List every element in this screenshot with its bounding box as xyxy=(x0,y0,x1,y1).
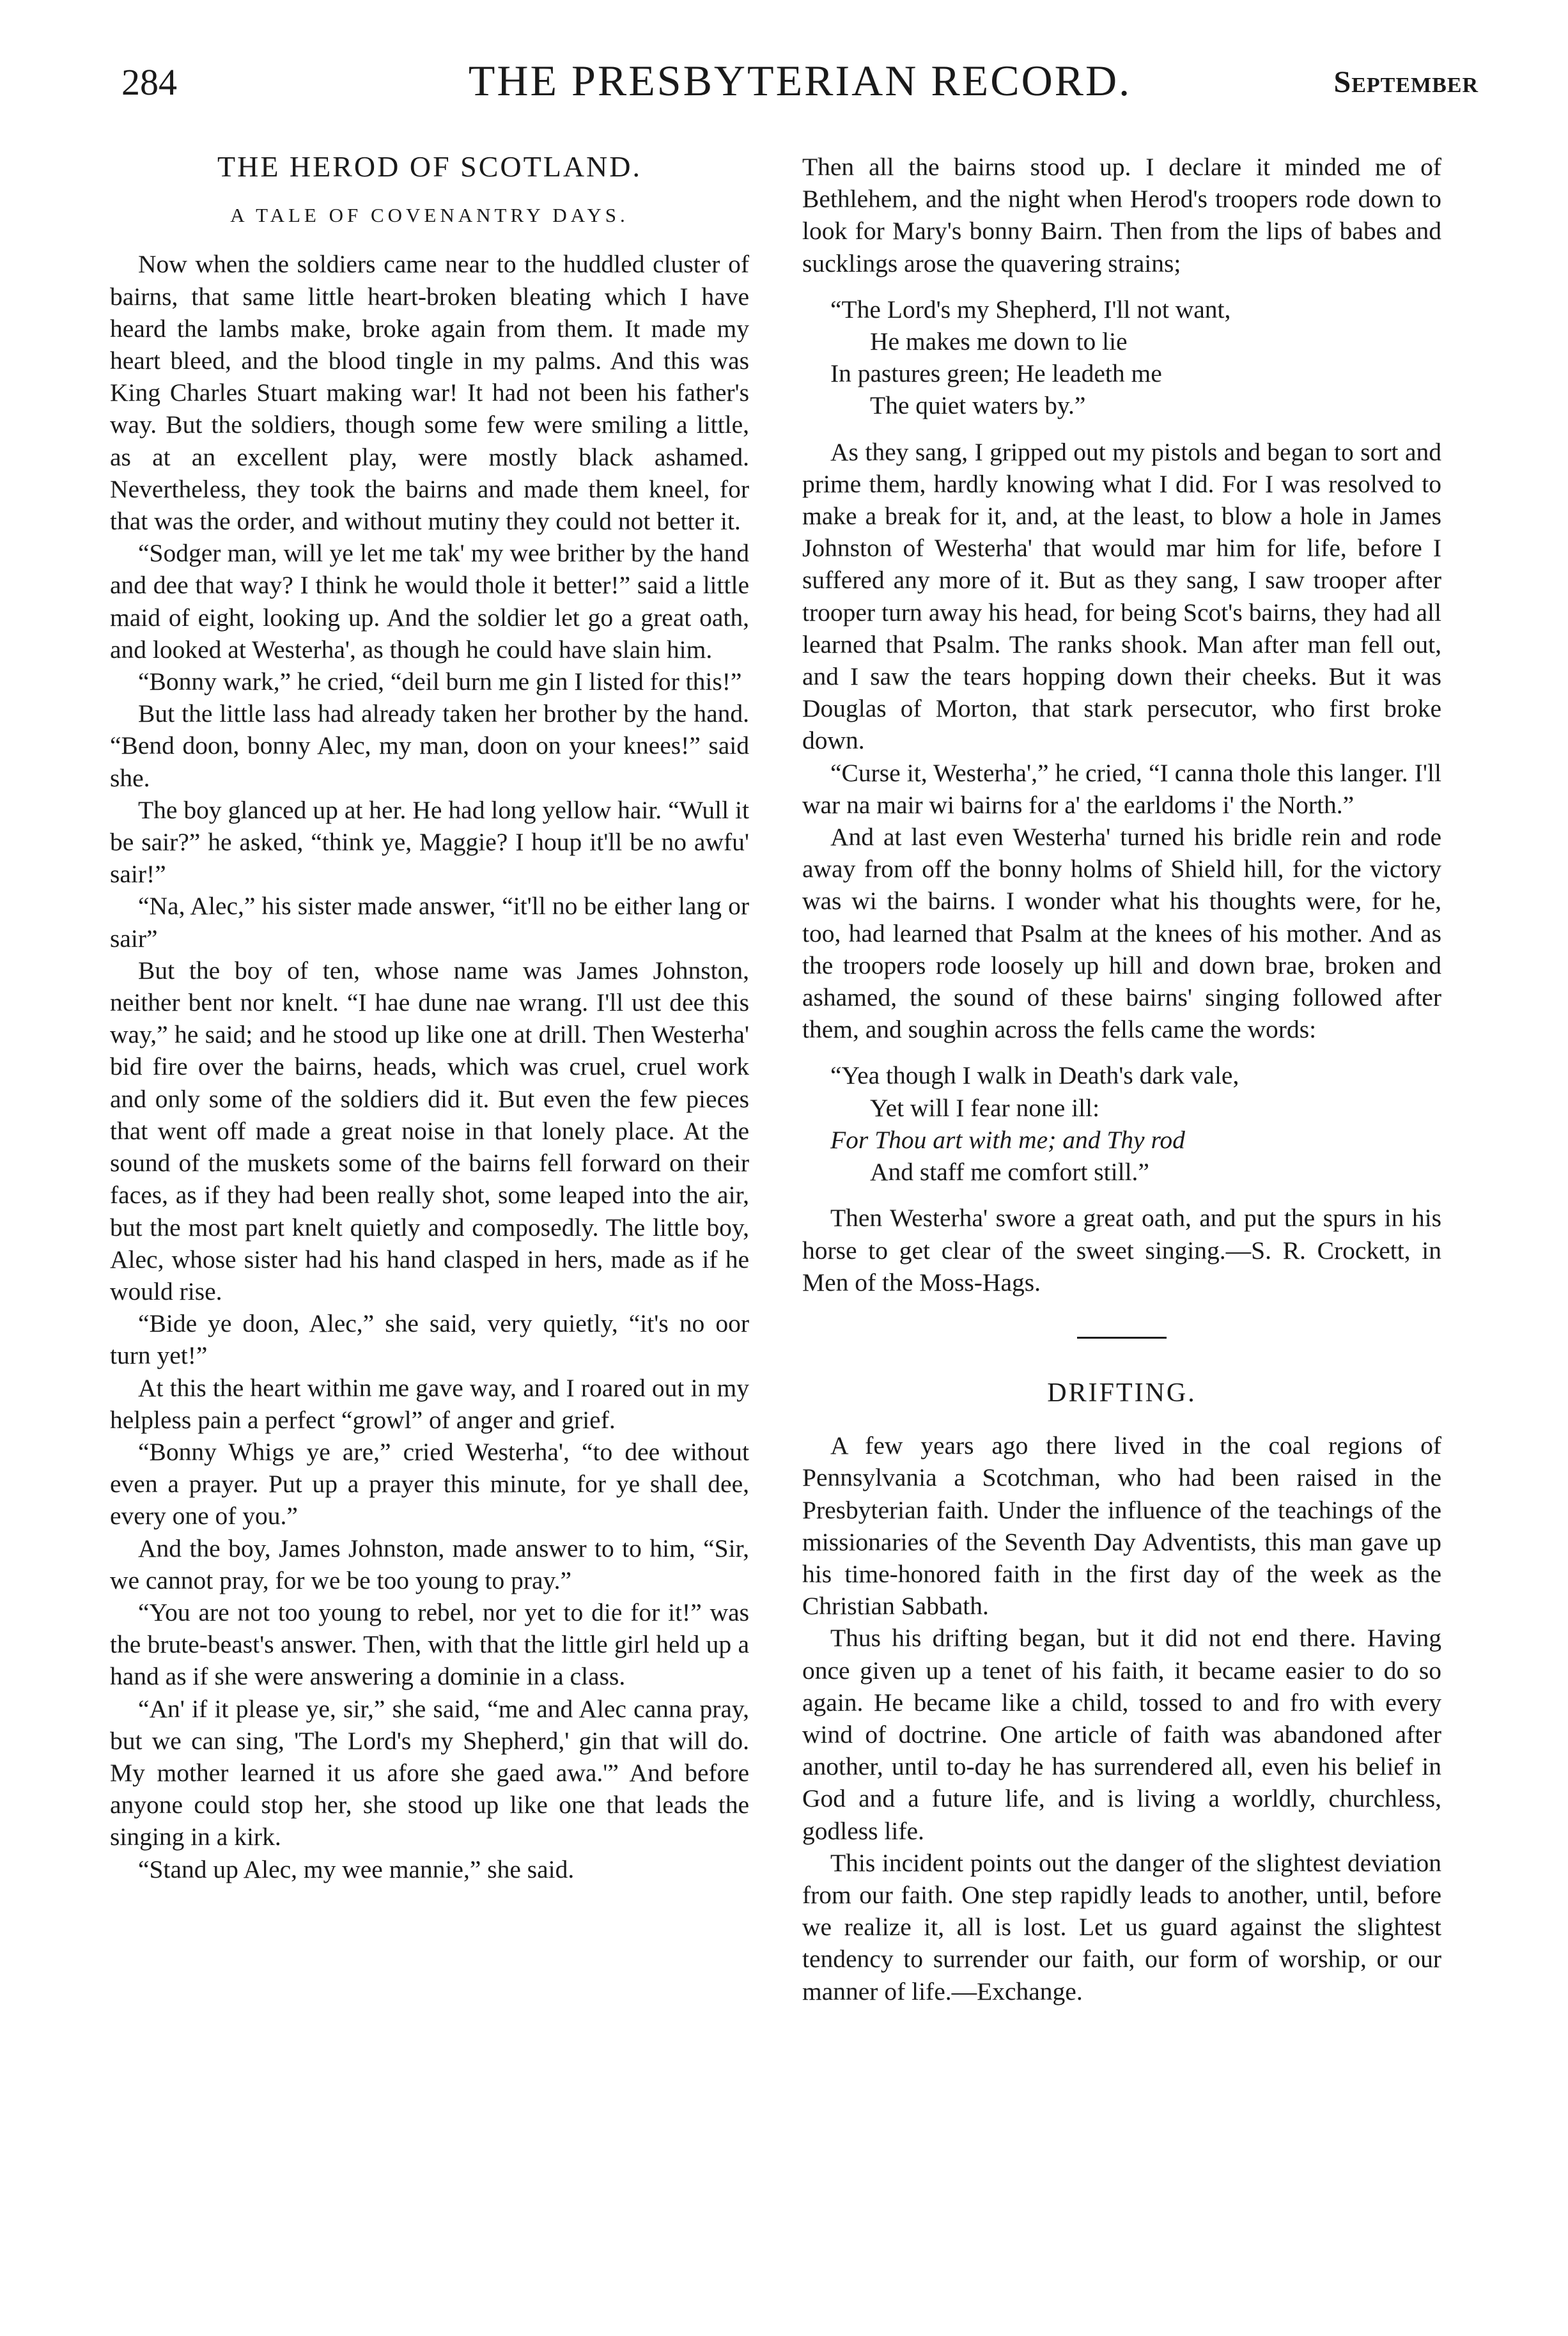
story-paragraph: “Sodger man, will ye let me tak' my wee brither by the hand and dee that way? I think he would thole it better!” said a little maid of eight, looking up. And the soldier let go a great oath, and looked at Westerha', as though he could have slain him. xyxy=(110,539,749,664)
story-paragraph: “An' if it please ye, sir,” she said, “me and Alec canna pray, but we can sing, 'The Lord's my Shepherd,' gin that will do. My mother learned it us afore she gaed awa.'” And before anyone could stop her, she stood up like one that leads the singing in a kirk. xyxy=(110,1694,749,1851)
drifting-paragraph: This incident points out the danger of the slightest deviation from our faith. One step rapidly leads to another, until, before we realize it, all is lost. Let us guard against the slightest tendency to surrender our faith, our form of worship, or our manner of life.—Exchange. xyxy=(802,1848,1441,2005)
story-paragraph: But the boy of ten, whose name was James Johnston, neither bent nor knelt. “I hae dune nae wrang. I'll ust dee this way,” he said; and he stood up like one at drill. Then Westerha' bid fire over the bairns, heads, which was cruel, cruel work and only some of the soldiers did it. But even the few pieces that went off made a great noise in that lonely place. At the sound of the muskets some of the bairns fell forward on their faces, as if they had been really shot, some leaped into the air, but the most part knelt quietly and composedly. The little boy, Alec, whose sister had his hand clasped in hers, made as if he would rise. xyxy=(110,956,749,1305)
story-paragraph: “Bonny Whigs ye are,” cried Westerha', “to dee without even a prayer. Put up a prayer this minute, for ye shall dee, every one of you.” xyxy=(110,1437,749,1530)
story-paragraph: “You are not too young to rebel, nor yet to die for it!” was the brute-beast's answer. Then, with that the little girl held up a hand as if she were answering a dominie in a class. xyxy=(110,1598,749,1691)
psalm-verse-two xyxy=(830,1059,1441,1188)
verse-line: “Yea though I walk in Death's dark vale, xyxy=(830,1061,1239,1090)
journal-title: THE PRESBYTERIAN RECORD. xyxy=(468,56,1132,105)
verse-line: The quiet waters by.” xyxy=(870,391,1086,420)
issue-month: September xyxy=(1333,65,1479,99)
story-paragraph: But the little lass had already taken her brother by the hand. “Bend doon, bonny Alec, my man, doon on your knees!” said she. xyxy=(110,699,749,792)
drifting-paragraph: Thus his drifting began, but it did not end there. Having once given up a tenet of his faith, it became easier to do so again. He became like a child, tossed to and fro with every wind of doctrine. One article of faith was abandoned after another, until to-day he has surrendered all, even his belief in God and a future life, and is living a worldly, churchless, godless life. xyxy=(802,1624,1441,1845)
right-column xyxy=(802,151,1441,2007)
story-paragraph: And at last even Westerha' turned his bridle rein and rode away from off the bonny holms of Shield hill, for the victory was wi the bairns. I wonder what his thoughts were, for he, too, had learned that Psalm at the knees of his mother. And as the troopers rode loosely up hill and down brae, broken and ashamed, the sound of these bairns' singing followed after them, and soughin across the fells came the words: xyxy=(802,823,1441,1044)
drifting-title: DRIFTING. xyxy=(1047,1378,1197,1408)
story-paragraph: Then all the bairns stood up. I declare it minded me of Bethlehem, and the night when Herod's troopers rode down to look for Mary's bonny Bairn. Then from the lips of babes and sucklings arose the quavering strains; xyxy=(802,153,1441,277)
story-paragraph: “Stand up Alec, my wee mannie,” she said. xyxy=(138,1855,575,1883)
psalm-verse-one xyxy=(830,293,1441,422)
story-paragraph: “Na, Alec,” his sister made answer, “it'll no be either lang or sair” xyxy=(110,892,749,953)
verse-line: And staff me comfort still.” xyxy=(870,1158,1149,1187)
story-paragraph: The boy glanced up at her. He had long yellow hair. “Wull it be sair?” he asked, “think ye, Maggie? I houp it'll be no awfu' sair!” xyxy=(110,795,749,889)
story-paragraph: “Curse it, Westerha',” he cried, “I canna thole this langer. I'll war na mair wi bairns for a' the earldoms i' the North.” xyxy=(802,758,1441,819)
section-divider xyxy=(1077,1337,1167,1339)
verse-line: “The Lord's my Shepherd, I'll not want, xyxy=(830,295,1231,323)
story-title: THE HEROD OF SCOTLAND. xyxy=(217,150,642,183)
story-closing: Then Westerha' swore a great oath, and put the spurs in his horse to get clear of the sweet singing.—S. R. Crockett, in Men of the Moss-Hags. xyxy=(802,1204,1441,1296)
verse-line: He makes me down to lie xyxy=(870,327,1128,356)
verse-line xyxy=(830,1124,1441,1156)
story-paragraph: “Bide ye doon, Alec,” she said, very quietly, “it's no oor turn yet!” xyxy=(110,1309,749,1370)
verse-line: In pastures green; He leadeth me xyxy=(830,359,1162,388)
story-paragraph: At this the heart within me gave way, and I roared out in my helpless pain a perfect “growl” of anger and grief. xyxy=(110,1373,749,1434)
drifting-paragraph: A few years ago there lived in the coal regions of Pennsylvania a Scotchman, who had been raised in the Presbyterian faith. Under the influence of the teachings of the missionaries of the Seventh Day Adventists, this man gave up his time-honored faith in the first day of the week as the Christian Sabbath. xyxy=(802,1431,1441,1621)
story-paragraph: As they sang, I gripped out my pistols and began to sort and prime them, hardly knowing what I did. For I was resolved to make a break for it, and, at the least, to blow a hole in James Johnston of Westerha' that would mar him for life, before I suffered any more of it. But as they sang, I saw trooper after trooper turn away his head, for being Scot's bairns, they had all learned that Psalm. The ranks shook. Man after man fell out, and I saw the tears hopping down their cheeks. But it was Douglas of Morton, that stark persecutor, who first broke down. xyxy=(802,437,1441,755)
story-paragraph: Now when the soldiers came near to the huddled cluster of bairns, that same little heart-broken bleating which I have heard the lambs make, broke again from them. It made my heart bleed, and the blood tingle in my palms. And this was King Charles Stuart making war! It had not been his father's way. But the soldiers, though some few were smiling a little, as at an excellent play, were mostly black ashamed. Nevertheless, they took the bairns and made them kneel, for that was the order, and without mutiny they could not better it. xyxy=(110,250,749,536)
story-subtitle: A TALE OF COVENANTRY DAYS. xyxy=(230,204,629,227)
page-number: 284 xyxy=(121,61,177,103)
story-paragraph: “Bonny wark,” he cried, “deil burn me gin I listed for this!” xyxy=(138,667,742,696)
story-paragraph: And the boy, James Johnston, made answer to to him, “Sir, we cannot pray, for we be too young to pray.” xyxy=(110,1534,749,1594)
verse-line-italic: For Thou art with me; and Thy rod xyxy=(830,1125,1185,1154)
running-header xyxy=(121,56,1479,118)
verse-line: Yet will I fear none ill: xyxy=(870,1093,1100,1122)
left-column xyxy=(110,151,749,1885)
